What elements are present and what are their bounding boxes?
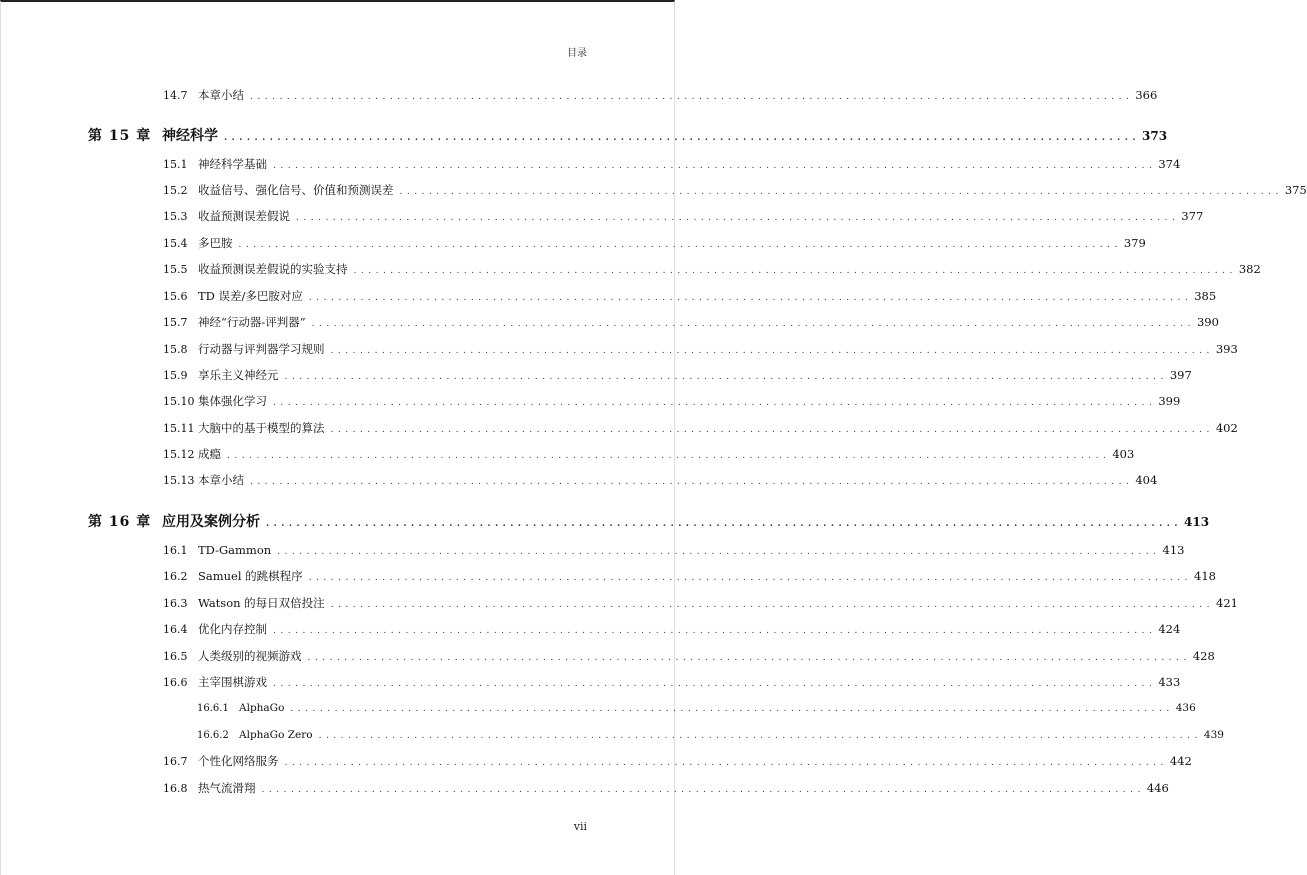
toc-section-entry[interactable] xyxy=(163,470,1158,490)
toc-entry-title: 神经“行动器-评判器” xyxy=(198,315,306,329)
dot-leader: ........................................................................................................................ xyxy=(224,133,1140,143)
toc-section-entry[interactable] xyxy=(163,778,1169,798)
toc-entry-number: 16.8 xyxy=(163,782,188,795)
toc-entry-title: 神经科学基础 xyxy=(198,157,267,171)
toc-entry-title: TD-Gammon xyxy=(198,543,272,557)
toc-entry-title: 热气流滑翔 xyxy=(198,781,256,795)
toc-entry-page: 418 xyxy=(1194,569,1216,583)
toc-entry-page: 442 xyxy=(1169,754,1192,768)
toc-section-entry[interactable] xyxy=(163,154,1181,174)
toc-entry-page: 379 xyxy=(1123,236,1146,250)
toc-entry-page: 433 xyxy=(1158,675,1181,689)
toc-entry-page: 374 xyxy=(1158,157,1181,171)
toc-entry-number: 15.8 xyxy=(163,343,188,356)
dot-leader: ........................................................................................................................ xyxy=(273,679,1157,689)
toc-entry-title: 本章小结 xyxy=(198,473,244,487)
toc-entry-title: Watson 的每日双倍投注 xyxy=(198,596,325,610)
toc-entry-title: 人类级别的视频游戏 xyxy=(198,649,302,663)
toc-section-entry[interactable] xyxy=(163,259,1261,279)
toc-entry-page: 413 xyxy=(1184,515,1210,529)
toc-section-entry[interactable] xyxy=(163,672,1181,692)
toc-entry-title: AlphaGo Zero xyxy=(239,729,313,741)
toc-entry-page: 375 xyxy=(1284,183,1307,197)
toc-section-entry[interactable] xyxy=(163,339,1238,359)
toc-entry-title: 大脑中的基于模型的算法 xyxy=(198,421,325,435)
dot-leader: ........................................................................................................................ xyxy=(330,346,1214,356)
dot-leader: ........................................................................................................................ xyxy=(318,731,1202,741)
dot-leader: ........................................................................................................................ xyxy=(277,547,1161,557)
running-head: 目录 xyxy=(567,48,587,59)
toc-entry-title: 收益预测误差假说 xyxy=(198,209,290,223)
toc-entry-number: 15.12 xyxy=(163,448,195,461)
dot-leader: ........................................................................................................................ xyxy=(284,372,1168,382)
toc-entry-number: 16.2 xyxy=(163,570,188,583)
toc-entry-title: 成瘾 xyxy=(198,447,221,461)
toc-section-entry[interactable] xyxy=(163,751,1192,771)
dot-leader: ........................................................................................................................ xyxy=(311,319,1195,329)
dot-leader: ........................................................................................................................ xyxy=(284,758,1168,768)
toc-section-entry[interactable] xyxy=(163,444,1135,464)
toc-entry-page: 424 xyxy=(1158,622,1181,636)
dot-leader: ........................................................................................................................ xyxy=(250,477,1134,487)
toc-entry-page: 413 xyxy=(1162,543,1185,557)
toc-entry-number: 15.10 xyxy=(163,395,195,408)
toc-entry-number: 15.4 xyxy=(163,237,188,250)
toc-entry-number: 16.4 xyxy=(163,623,188,636)
toc-entry-number: 15.7 xyxy=(163,316,188,329)
toc-entry-page: 446 xyxy=(1146,781,1169,795)
toc-entry-page: 397 xyxy=(1169,368,1192,382)
toc-entry-title: 集体强化学习 xyxy=(198,394,267,408)
toc-section-entry[interactable] xyxy=(163,286,1217,306)
toc-entry-title: 本章小结 xyxy=(198,88,244,102)
toc-entry-page: 377 xyxy=(1181,209,1204,223)
toc-entry-page: 399 xyxy=(1158,394,1181,408)
dot-leader: ........................................................................................................................ xyxy=(290,704,1174,714)
toc-chapter-entry[interactable] xyxy=(88,512,1210,532)
page-number: vii xyxy=(573,820,587,833)
toc-section-entry[interactable] xyxy=(163,593,1238,613)
toc-entry-number: 16.1 xyxy=(163,544,188,557)
toc-entry-page: 382 xyxy=(1238,262,1261,276)
dot-leader: ........................................................................................................................ xyxy=(307,653,1191,663)
toc-entry-title: 应用及案例分析 xyxy=(162,514,260,530)
toc-entry-title: AlphaGo xyxy=(239,702,285,714)
toc-section-entry[interactable] xyxy=(163,233,1146,253)
dot-leader: ........................................................................................................................ xyxy=(296,213,1180,223)
toc-section-entry[interactable] xyxy=(163,85,1158,105)
toc-entry-page: 402 xyxy=(1215,421,1238,435)
toc-entry-title: 多巴胺 xyxy=(198,236,233,250)
toc-entry-page: 436 xyxy=(1175,702,1196,714)
toc-entry-title: 行动器与评判器学习规则 xyxy=(198,342,325,356)
toc-entry-page: 373 xyxy=(1142,129,1168,143)
toc-entry-page: 403 xyxy=(1112,447,1135,461)
toc-section-entry[interactable] xyxy=(163,206,1204,226)
toc-entry-title: TD 误差/多巴胺对应 xyxy=(198,289,303,303)
toc-entry-page: 390 xyxy=(1196,315,1219,329)
dot-leader: ........................................................................................................................ xyxy=(227,451,1111,461)
toc-entry-number: 15.5 xyxy=(163,263,188,276)
dot-leader: ........................................................................................................................ xyxy=(308,573,1192,583)
dot-leader: ........................................................................................................................ xyxy=(353,266,1237,276)
toc-entry-page: 366 xyxy=(1135,88,1158,102)
toc-entry-number: 15.1 xyxy=(163,158,188,171)
toc-subsection-entry[interactable] xyxy=(197,725,1224,745)
toc-entry-page: 404 xyxy=(1135,473,1158,487)
toc-entry-number: 15.6 xyxy=(163,290,188,303)
toc-entry-number: 15.13 xyxy=(163,474,195,487)
toc-entry-title: 主宰围棋游戏 xyxy=(198,675,267,689)
toc-entry-page: 421 xyxy=(1216,596,1238,610)
toc-entry-number: 第 15 章 xyxy=(88,128,152,144)
toc-entry-number: 14.7 xyxy=(163,89,188,102)
dot-leader: ........................................................................................................................ xyxy=(250,92,1134,102)
toc-entry-page: 393 xyxy=(1215,342,1238,356)
toc-entry-title: 优化内存控制 xyxy=(198,622,267,636)
dot-leader: ........................................................................................................................ xyxy=(330,425,1214,435)
dot-leader: ........................................................................................................................ xyxy=(266,519,1182,529)
toc-section-entry[interactable] xyxy=(163,418,1238,438)
toc-section-entry[interactable] xyxy=(163,180,1307,200)
toc-section-entry[interactable] xyxy=(163,391,1181,411)
dot-leader: ........................................................................................................................ xyxy=(238,240,1122,250)
dot-leader: ........................................................................................................................ xyxy=(308,293,1193,303)
toc-section-entry[interactable] xyxy=(163,646,1215,666)
toc-entry-page: 439 xyxy=(1203,729,1224,741)
toc-entry-number: 15.2 xyxy=(163,184,188,197)
toc-entry-title: Samuel 的跳棋程序 xyxy=(198,569,303,583)
toc-entry-number: 16.6.2 xyxy=(197,730,229,741)
toc-entry-number: 15.11 xyxy=(163,422,195,435)
toc-entry-title: 收益信号、强化信号、价值和预测误差 xyxy=(198,183,394,197)
toc-entry-number: 16.3 xyxy=(163,597,188,610)
dot-leader: ........................................................................................................................ xyxy=(273,398,1157,408)
toc-entry-page: 385 xyxy=(1194,289,1217,303)
toc-entry-title: 神经科学 xyxy=(162,128,218,144)
dot-leader: ........................................................................................................................ xyxy=(330,600,1214,610)
dot-leader: ........................................................................................................................ xyxy=(261,785,1145,795)
toc-entry-title: 享乐主义神经元 xyxy=(198,368,279,382)
toc-entry-number: 16.6.1 xyxy=(197,703,229,714)
toc-section-entry[interactable] xyxy=(163,540,1185,560)
toc-entry-number: 15.9 xyxy=(163,369,188,382)
toc-entry-page: 428 xyxy=(1192,649,1215,663)
toc-subsection-entry[interactable] xyxy=(197,698,1196,718)
toc-entry-number: 16.6 xyxy=(163,676,188,689)
toc-section-entry[interactable] xyxy=(163,566,1216,586)
toc-entry-number: 第 16 章 xyxy=(88,514,152,530)
toc-section-entry[interactable] xyxy=(163,312,1219,332)
dot-leader: ........................................................................................................................ xyxy=(399,187,1283,197)
toc-entry-number: 16.7 xyxy=(163,755,188,768)
toc-section-entry[interactable] xyxy=(163,619,1181,639)
toc-entry-title: 个性化网络服务 xyxy=(198,754,279,768)
toc-entry-number: 16.5 xyxy=(163,650,188,663)
toc-chapter-entry[interactable] xyxy=(88,126,1168,146)
dot-leader: ........................................................................................................................ xyxy=(273,161,1157,171)
toc-entry-title: 收益预测误差假说的实验支持 xyxy=(198,262,348,276)
toc-entry-number: 15.3 xyxy=(163,210,188,223)
toc-section-entry[interactable] xyxy=(163,365,1192,385)
dot-leader: ........................................................................................................................ xyxy=(273,626,1157,636)
